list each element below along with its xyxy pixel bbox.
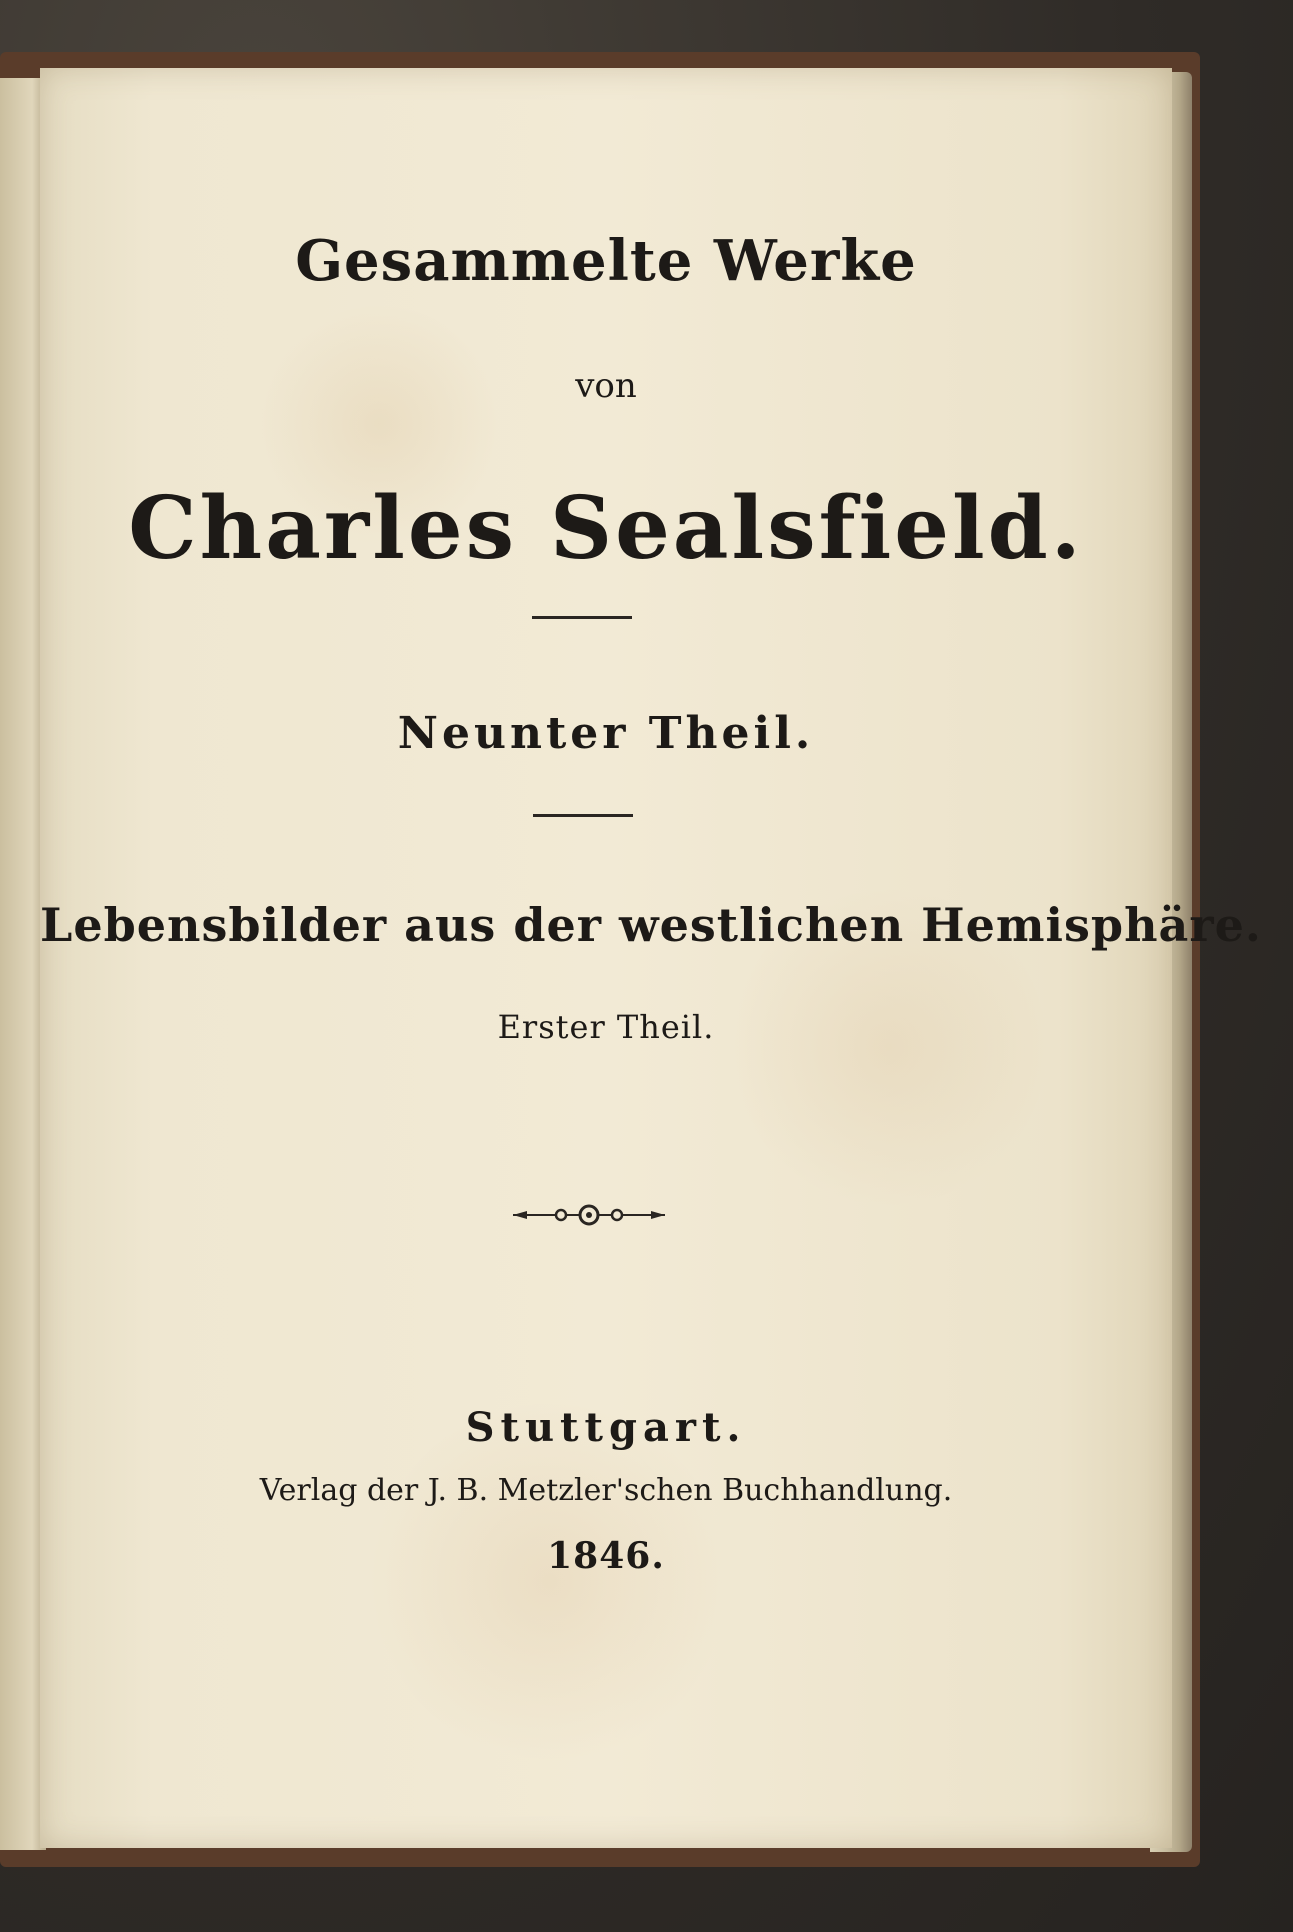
title-page xyxy=(40,68,1262,1848)
work-title: Lebensbilder aus der westlichen Hemisphäre. xyxy=(40,898,1262,952)
part-number: Erster Theil. xyxy=(497,1008,715,1046)
publisher: Verlag der J. B. Metzler'schen Buchhandlung. xyxy=(259,1473,953,1508)
ornament-icon xyxy=(509,1200,669,1230)
collection-title: Gesammelte Werke xyxy=(295,228,917,294)
by-line: von xyxy=(575,366,637,406)
divider-rule xyxy=(533,814,633,817)
publication-year: 1846. xyxy=(547,1535,665,1577)
volume-number: Neunter Theil. xyxy=(397,708,815,759)
author-name: Charles Sealsfield. xyxy=(128,478,1084,579)
place-of-publication: Stuttgart. xyxy=(465,1404,747,1451)
divider-rule xyxy=(532,616,632,619)
